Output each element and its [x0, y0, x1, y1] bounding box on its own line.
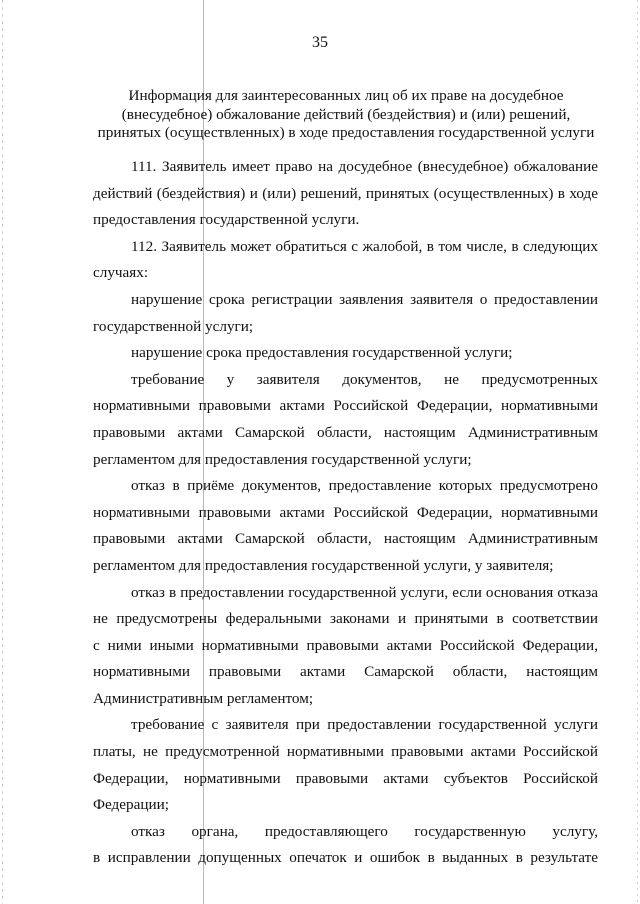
text-line: 111. Заявитель имеет право на досудебное (внесудебное) обжалование: [131, 158, 598, 175]
heading-line: Информация для заинтересованных лиц об их праве на досудебное: [128, 87, 564, 104]
text-line: правовыми актами Самарской области, настоящим Административным: [93, 530, 598, 548]
text-line: случаях:: [93, 264, 149, 282]
text-line: регламентом для предоставления государственной услуги;: [93, 450, 472, 468]
text-line: нормативными правовыми актами Самарской области, настоящим: [93, 663, 598, 681]
text-line: Федерации, нормативными правовыми актами субъектов Российской: [93, 769, 598, 787]
text-line: государственной услуги;: [93, 317, 254, 335]
scan-edge-left: [2, 0, 3, 904]
text-line: действий (бездействия) и (или) решений, принятых (осуществленных) в ходе: [93, 184, 598, 202]
text-line: нарушение срока регистрации заявления заявителя о предоставлении: [131, 290, 598, 308]
text-line: не предусмотрены федеральными законами и принятыми в соответствии: [93, 610, 598, 628]
text-line: регламентом для предоставления государственной услуги, у заявителя;: [93, 556, 554, 574]
page-number: 35: [312, 34, 328, 51]
heading-line: (внесудебное) обжалование действий (бездействия) и (или) решений,: [121, 105, 571, 123]
text-line: требование у заявителя документов, не предусмотренных: [131, 370, 598, 388]
heading-line: принятых (осуществленных) в ходе предоставления государственной услуги: [97, 124, 595, 141]
text-line: нормативными правовыми актами Российской Федерации, нормативными: [93, 397, 598, 415]
text-line: нормативными правовыми актами Российской Федерации, нормативными: [93, 503, 598, 521]
text-line: 112. Заявитель может обратиться с жалобой, в том числе, в следующих: [131, 237, 598, 255]
text-line: с ними иными нормативными правовыми актами Российской Федерации,: [93, 636, 598, 654]
text-line: правовыми актами Самарской области, настоящим Административным: [93, 423, 598, 441]
text-line: нарушение срока предоставления государственной услуги;: [131, 344, 513, 362]
section-heading: [93, 87, 599, 143]
text-line: отказ в предоставлении государственной услуги, если основания отказа: [131, 583, 598, 601]
text-line: платы, не предусмотренной нормативными правовыми актами Российской: [93, 743, 598, 761]
text-line: отказ органа, предоставляющего государственную услугу,: [131, 822, 598, 840]
text-line: требование с заявителя при предоставлении государственной услуги: [131, 716, 598, 734]
text-line: в исправлении допущенных опечаток и ошибок в выданных в результате: [93, 849, 598, 867]
text-line: Федерации;: [93, 796, 169, 814]
scan-edge-right: [637, 0, 638, 904]
text-line: отказ в приёме документов, предоставление которых предусмотрено: [131, 477, 598, 495]
text-line: Административным регламентом;: [93, 689, 314, 707]
text-line: предоставления государственной услуги.: [93, 211, 360, 229]
body-text: [93, 154, 598, 872]
